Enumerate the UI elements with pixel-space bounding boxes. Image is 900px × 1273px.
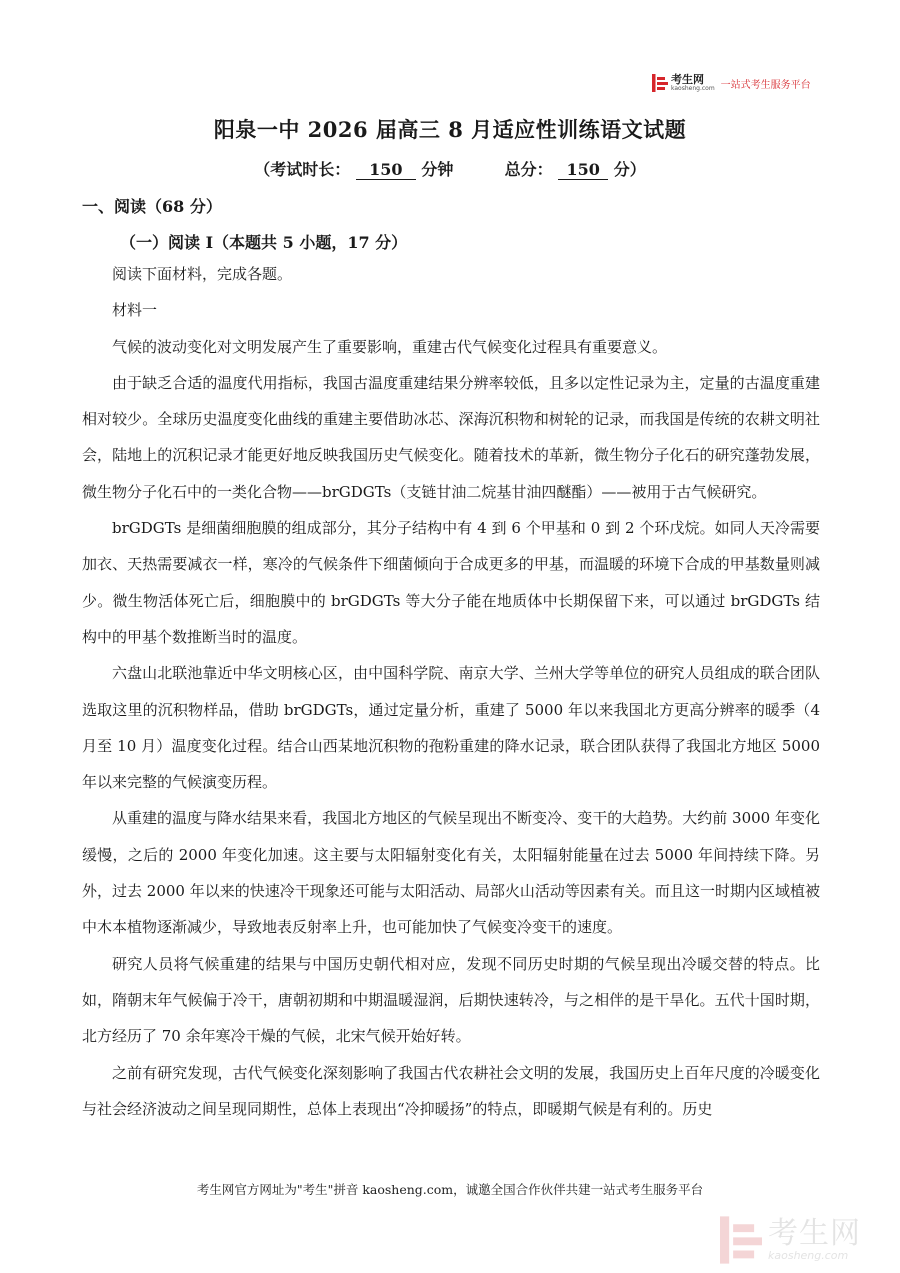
- watermark: [720, 1206, 900, 1273]
- exam-info: [0, 157, 900, 180]
- logo-text: [671, 74, 715, 92]
- site-logo[interactable]: [652, 72, 811, 94]
- logo-name: 考生网: [671, 73, 704, 86]
- watermark-domain: kaosheng.com: [768, 1248, 849, 1262]
- section-heading: 一、阅读（68 分）: [82, 197, 222, 216]
- logo-domain: kaosheng.com: [671, 85, 715, 92]
- instruction: 阅读下面材料，完成各题。: [112, 265, 293, 283]
- score-label: 总分：: [504, 160, 553, 179]
- paragraph: brGDGTs 是细菌细胞膜的组成部分，其分子结构中有 4 到 6 个甲基和 0 到 2 个环戊烷。如同人天冷需要加衣、天热需要减衣一样，寒冷的气候条件下细菌倾向于合成更多的甲基，而温暖的环境下合成的甲基数量则减少。微生物活体死亡后，细胞膜中的 brGDGTs 等大分子能在地质体中长期保留下来，可以通过 brGDGTs 结构中的甲基个数推断当时的温度。: [82, 519, 820, 646]
- score-unit: 分）: [613, 160, 646, 179]
- material-label: 材料一: [112, 301, 158, 320]
- paragraph: 由于缺乏合适的温度代用指标，我国古温度重建结果分辨率较低，且多以定性记录为主，定量的古温度重建相对较少。全球历史温度变化曲线的重建主要借助冰芯、深海沉积物和树轮的记录，而我国是传统的农耕文明社会，陆地上的沉积记录才能更好地反映我国历史气候变化。随着技术的革新，微生物分子化石的研究蓬勃发展，微生物分子化石中的一类化合物——brGDGTs（支链甘油二烷基甘油四醚酯）——被用于古气候研究。: [82, 373, 820, 501]
- score-value: 150: [558, 161, 608, 180]
- watermark-name: 考生网: [768, 1215, 861, 1251]
- duration-label: （考试时长：: [254, 160, 351, 179]
- footer-text: 考生网官方网址为"考生"拼音 kaosheng.com，诚邀全国合作伙伴共建一站式考生服务平台: [196, 1182, 704, 1197]
- reading-material: [82, 256, 820, 1127]
- paragraph: 之前有研究发现，古代气候变化深刻影响了我国古代农耕社会文明的发展，我国历史上百年尺度的冷暖变化与社会经济波动之间呈现同期性，总体上表现出“冷抑暖扬”的特点，即暖期气候是有利的。历史: [82, 1063, 820, 1118]
- page-title: 阳泉一中 2026 届高三 8 月适应性训练语文试题: [213, 117, 687, 142]
- paragraph: 研究人员将气候重建的结果与中国历史朝代相对应，发现不同历史时期的气候呈现出冷暖交替的特点。比如，隋朝末年气候偏于冷干，唐朝初期和中期温暖湿润，后期快速转冷，与之相伴的是干旱化。五代十国时期，北方经历了 70 余年寒冷干燥的气候，北宋气候开始好转。: [82, 954, 820, 1046]
- kaosheng-logo-icon: [652, 74, 668, 92]
- paragraph: 从重建的温度与降水结果来看，我国北方地区的气候呈现出不断变冷、变干的大趋势。大约前 3000 年变化缓慢，之后的 2000 年变化加速。这主要与太阳辐射变化有关，太阳辐射能量在过去 5000 年间持续下降。另外，过去 2000 年以来的快速冷干现象还可能与太阳活动、局部火山活动等因素有关。而且这一时期内区域植被中木本植物逐渐减少，导致地表反射率上升，也可能加快了气候变冷变干的速度。: [82, 809, 820, 937]
- subsection-heading: （一）阅读 I（本题共 5 小题，17 分）: [120, 233, 408, 252]
- logo-slogan: 一站式考生服务平台: [720, 79, 811, 91]
- duration-value: 150: [356, 161, 416, 180]
- watermark-logo-icon: [720, 1216, 762, 1264]
- duration-unit: 分钟: [421, 160, 454, 179]
- paragraph: 六盘山北联池靠近中华文明核心区，由中国科学院、南京大学、兰州大学等单位的研究人员组成的联合团队选取这里的沉积物样品，借助 brGDGTs，通过定量分析，重建了 5000 年以来我国北方更高分辨率的暖季（4 月至 10 月）温度变化过程。结合山西某地沉积物的孢粉重建的降水记录，联合团队获得了我国北方地区 5000 年以来完整的气候演变历程。: [82, 664, 820, 792]
- paragraph: 气候的波动变化对文明发展产生了重要影响，重建古代气候变化过程具有重要意义。: [112, 337, 668, 356]
